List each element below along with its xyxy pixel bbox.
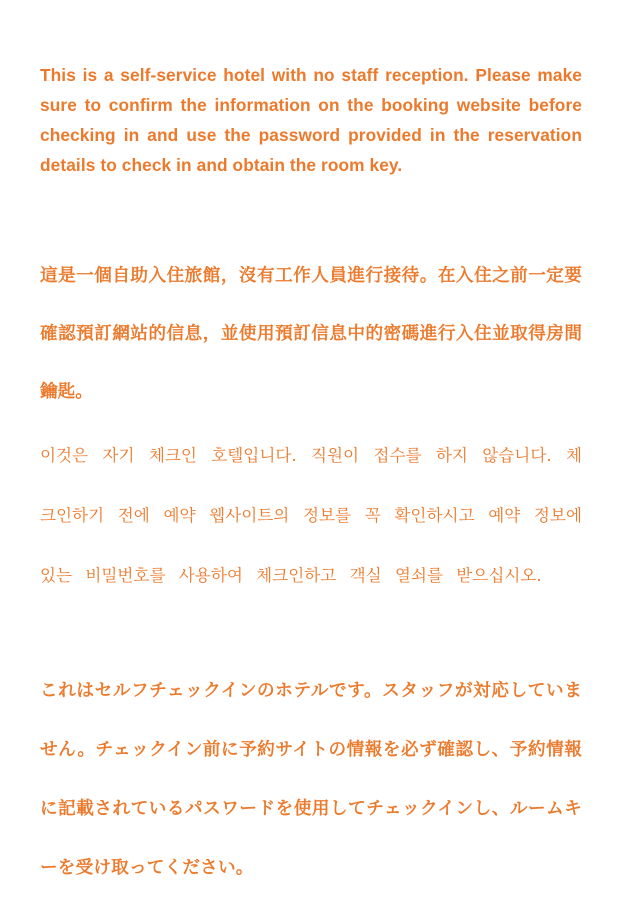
english-notice: This is a self-service hotel with no staff reception. Please make sure to confirm the information on the booking website before checking in and use the password provided in the reservation details to check in and obtain the room key. — [40, 65, 582, 175]
korean-notice: 이것은 자기 체크인 호텔입니다. 직원이 접수를 하지 않습니다. 체크인하기 전에 예약 웹사이트의 정보를 꼭 확인하시고 예약 정보에 있는 비밀번호를 사용하여 체크인하고 객실 열쇠를 받으십시오. — [40, 446, 582, 585]
japanese-notice: これはセルフチェックインのホテルです。スタッフが対応していません。チェックイン前に予約サイトの情報を必ず確認し、予約情報に記載されているパスワードを使用してチェックインし、ルームキーを受け取ってください。 — [40, 680, 582, 878]
chinese-notice: 這是一個自助入住旅館，沒有工作人員進行接待。在入住之前一定要確認預訂網站的信息，並使用預訂信息中的密碼進行入住並取得房間鑰匙。 — [40, 265, 582, 402]
